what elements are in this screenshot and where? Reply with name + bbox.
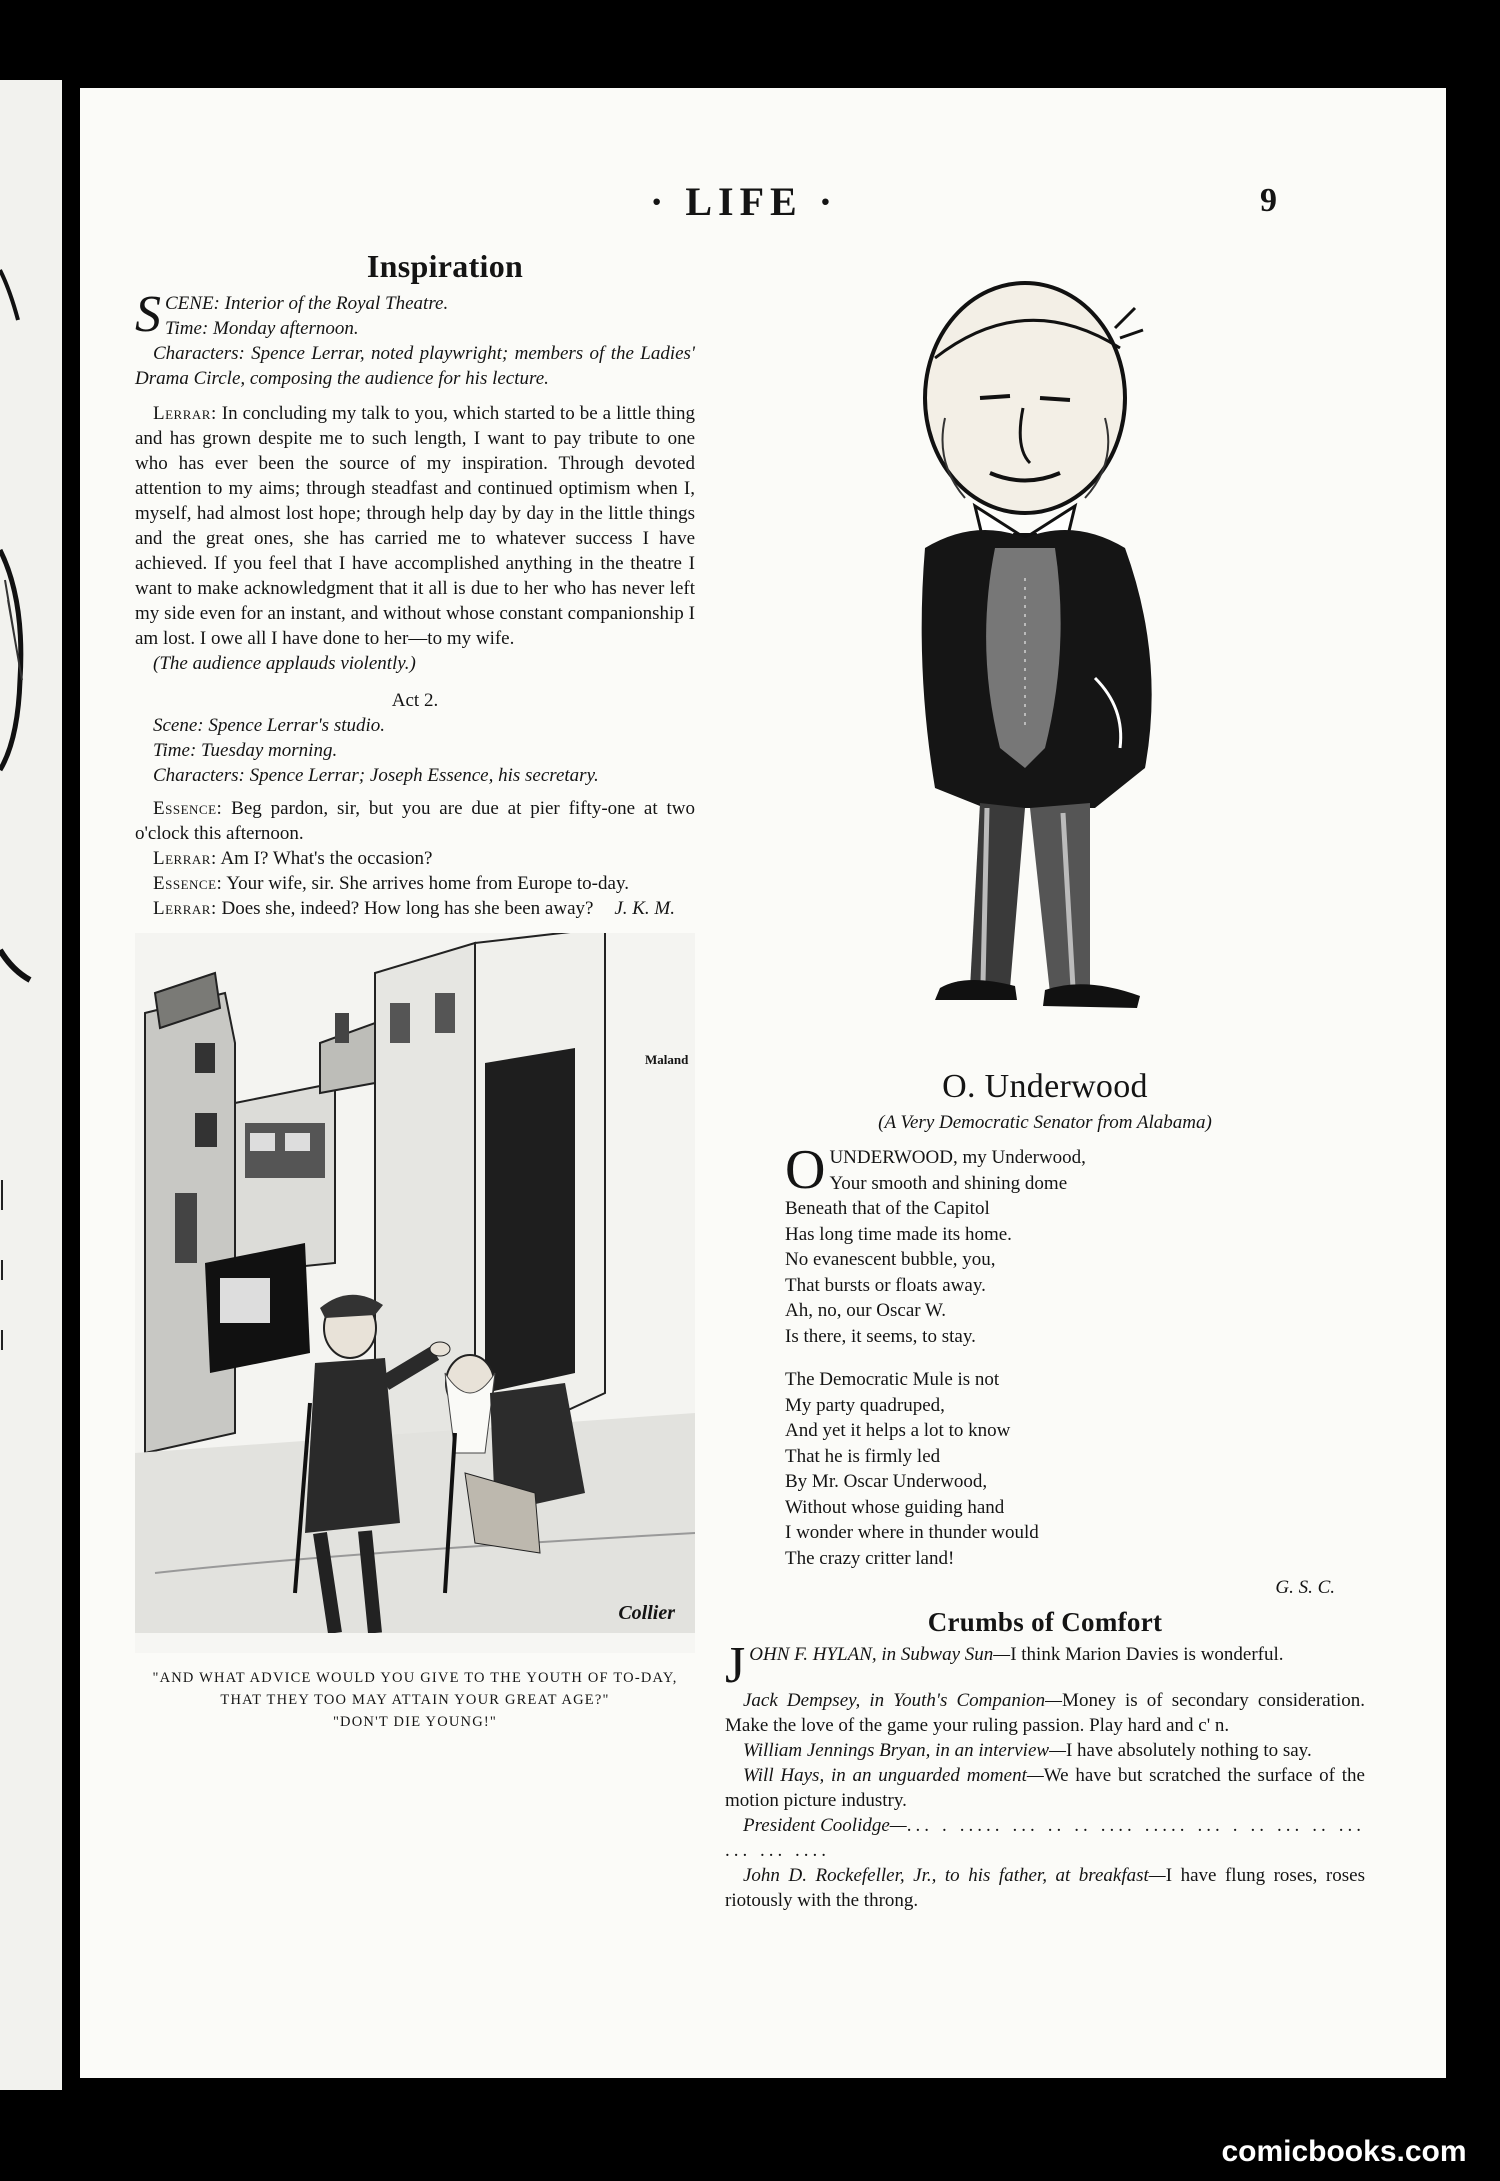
quote-source: Jack Dempsey, in Youth's Companion— xyxy=(743,1690,1063,1711)
watermark-badge: comicbooks.com xyxy=(1188,2123,1500,2181)
quote xyxy=(725,1688,1365,1738)
dialogue-line xyxy=(135,846,695,871)
quote-text: Money is of secondary consideration. Make the love of the game your ruling passion. Play hard and c' n. xyxy=(725,1690,1365,1736)
poem-signature: G. S. C. xyxy=(1275,1577,1335,1598)
street-cartoon-illustration xyxy=(135,933,695,1653)
article-title-inspiration: Inspiration xyxy=(366,248,524,284)
poem-line: Without whose guiding hand xyxy=(785,1496,1005,1518)
dialogue-text: Your wife, sir. She arrives home from Europe to-day. xyxy=(226,873,629,894)
crumbs-title: Crumbs of Comfort xyxy=(927,1607,1163,1637)
poem-line: The crazy critter land! xyxy=(785,1547,955,1569)
characters-line-2: Characters: Spence Lerrar; Joseph Essence, his secretary. xyxy=(153,765,599,786)
artist-signature: Maland xyxy=(645,1052,689,1067)
page-header xyxy=(80,178,1446,228)
speaker-label: Lerrar: xyxy=(153,898,217,919)
quote-text: We have but scratched the surface of the motion picture industry. xyxy=(725,1765,1365,1811)
poem-stanza-2 xyxy=(785,1367,1365,1571)
left-column xyxy=(135,248,695,1733)
quote xyxy=(725,1642,1365,1667)
dialogue-text: Am I? What's the occasion? xyxy=(220,848,433,869)
quote xyxy=(725,1763,1365,1813)
poem-line: By Mr. Oscar Underwood, xyxy=(785,1471,988,1492)
poem-line: No evanescent bubble, you, xyxy=(785,1249,996,1270)
senator-caricature xyxy=(645,248,1365,1067)
scene-line: CENE: Interior of the Royal Theatre. xyxy=(165,293,449,314)
dialogue-text: Beg pardon, sir, but you are due at pier fifty-one at two o'clock this afternoon. xyxy=(135,798,695,844)
lerrar-speech xyxy=(135,401,695,651)
scene-header xyxy=(135,286,695,391)
time-line-2: Time: Tuesday morning. xyxy=(153,740,338,761)
dialogue-line xyxy=(135,796,695,846)
dialogue-text: Does she, indeed? How long has she been away? xyxy=(221,898,594,919)
cartoon-caption xyxy=(135,1667,695,1733)
poem-line: Is there, it seems, to stay. xyxy=(785,1325,976,1347)
drop-cap: S xyxy=(135,286,161,343)
poem-line: That bursts or floats away. xyxy=(785,1274,986,1296)
poem-stanza-1 xyxy=(785,1139,1365,1349)
poem-line: I wonder where in thunder would xyxy=(785,1522,1039,1543)
caption-answer: "DON'T DIE YOUNG!" xyxy=(332,1714,498,1730)
cartoon-drawing xyxy=(135,933,695,1633)
poem-line: My party quadruped, xyxy=(785,1394,945,1416)
quote-source: John D. Rockefeller, Jr., to his father, at breakfast— xyxy=(743,1865,1166,1886)
speaker-label: Lerrar: xyxy=(153,848,217,869)
magazine-page xyxy=(80,88,1446,2078)
stage-direction: (The audience applauds violently.) xyxy=(153,653,416,674)
article-signature: J. K. M. xyxy=(614,898,675,919)
cartoonist-signature: Collier xyxy=(618,1602,675,1624)
poem-line: Ah, no, our Oscar W. xyxy=(785,1300,946,1321)
drop-cap-o: O xyxy=(785,1139,826,1201)
poem-line: The Democratic Mule is not xyxy=(785,1369,1000,1390)
caricature-drawing xyxy=(725,248,1365,1048)
poem-subtitle: (A Very Democratic Senator from Alabama) xyxy=(878,1112,1212,1133)
dialogue-line xyxy=(135,871,695,896)
adjacent-page-edge xyxy=(0,80,62,2090)
poem-line: Your smooth and shining dome xyxy=(829,1172,1068,1194)
act-heading: Act 2. xyxy=(391,690,439,711)
poem-line: And yet it helps a lot to know xyxy=(785,1420,1011,1441)
crumbs-quotes xyxy=(725,1637,1366,1913)
caption-question: "AND WHAT ADVICE WOULD YOU GIVE TO THE YOUTH OF TO-DAY, THAT THEY TOO MAY ATTAIN YOUR GREAT AGE?" xyxy=(152,1670,678,1708)
poem-line: Beneath that of the Capitol xyxy=(785,1198,990,1219)
quote-source: President Coolidge— xyxy=(743,1815,907,1836)
scene-line-2: Scene: Spence Lerrar's studio. xyxy=(153,715,386,736)
quote-text: I think Marion Davies is wonderful. xyxy=(1010,1644,1284,1665)
poem-line: Has long time made its home. xyxy=(785,1223,1012,1245)
quote-source: OHN F. HYLAN, in Subway Sun— xyxy=(749,1644,1011,1665)
adjacent-page-drawing-fragments xyxy=(0,80,62,2090)
quote-source: William Jennings Bryan, in an interview— xyxy=(743,1740,1066,1761)
quote xyxy=(725,1738,1365,1763)
speaker-label: Essence: xyxy=(153,873,223,894)
quote-text: I have absolutely nothing to say. xyxy=(1065,1740,1312,1761)
quote-source: Will Hays, in an unguarded moment— xyxy=(743,1765,1044,1786)
speaker-label: Lerrar: xyxy=(153,403,217,424)
time-line: Time: Monday afternoon. xyxy=(165,318,359,339)
poem-line: That he is firmly led xyxy=(785,1445,941,1467)
poem-line: UNDERWOOD, my Underwood, xyxy=(829,1147,1086,1168)
page-number: 9 xyxy=(1260,182,1277,219)
masthead: · LIFE · xyxy=(650,179,839,224)
quote xyxy=(725,1813,1365,1863)
speaker-label: Essence: xyxy=(153,798,223,819)
poem-title: O. Underwood xyxy=(942,1068,1148,1105)
characters-line: Characters: Spence Lerrar, noted playwright; members of the Ladies' Drama Circle, composing the audience for his lecture. xyxy=(135,343,695,389)
quote-text: I have flung roses, roses riotously with the throng. xyxy=(725,1865,1365,1911)
drop-cap-j: J xyxy=(725,1637,746,1694)
quote-text: ... . ..... ... .. .. .... ..... ... . .. ... .. ... ... ... .... xyxy=(725,1815,1366,1861)
quote xyxy=(725,1863,1365,1913)
speech-text: In concluding my talk to you, which started to be a little thing and has grown despite me to such length, I want to pay tribute to one who has ever been the source of my inspiration. Through devoted attention to my aims; through steadfast and continued optimism when I, myself, had almost lost hope; through help day by day in the little things and the great ones, she has carried me to whatever success I have achieved. If you feel that I have accomplished anything in the theatre I want to make acknowledgment that it all is due to her who has never left my side even for an instant, and without whose constant companionship I am lost. I owe all I have done to her—to my wife. xyxy=(135,403,695,649)
